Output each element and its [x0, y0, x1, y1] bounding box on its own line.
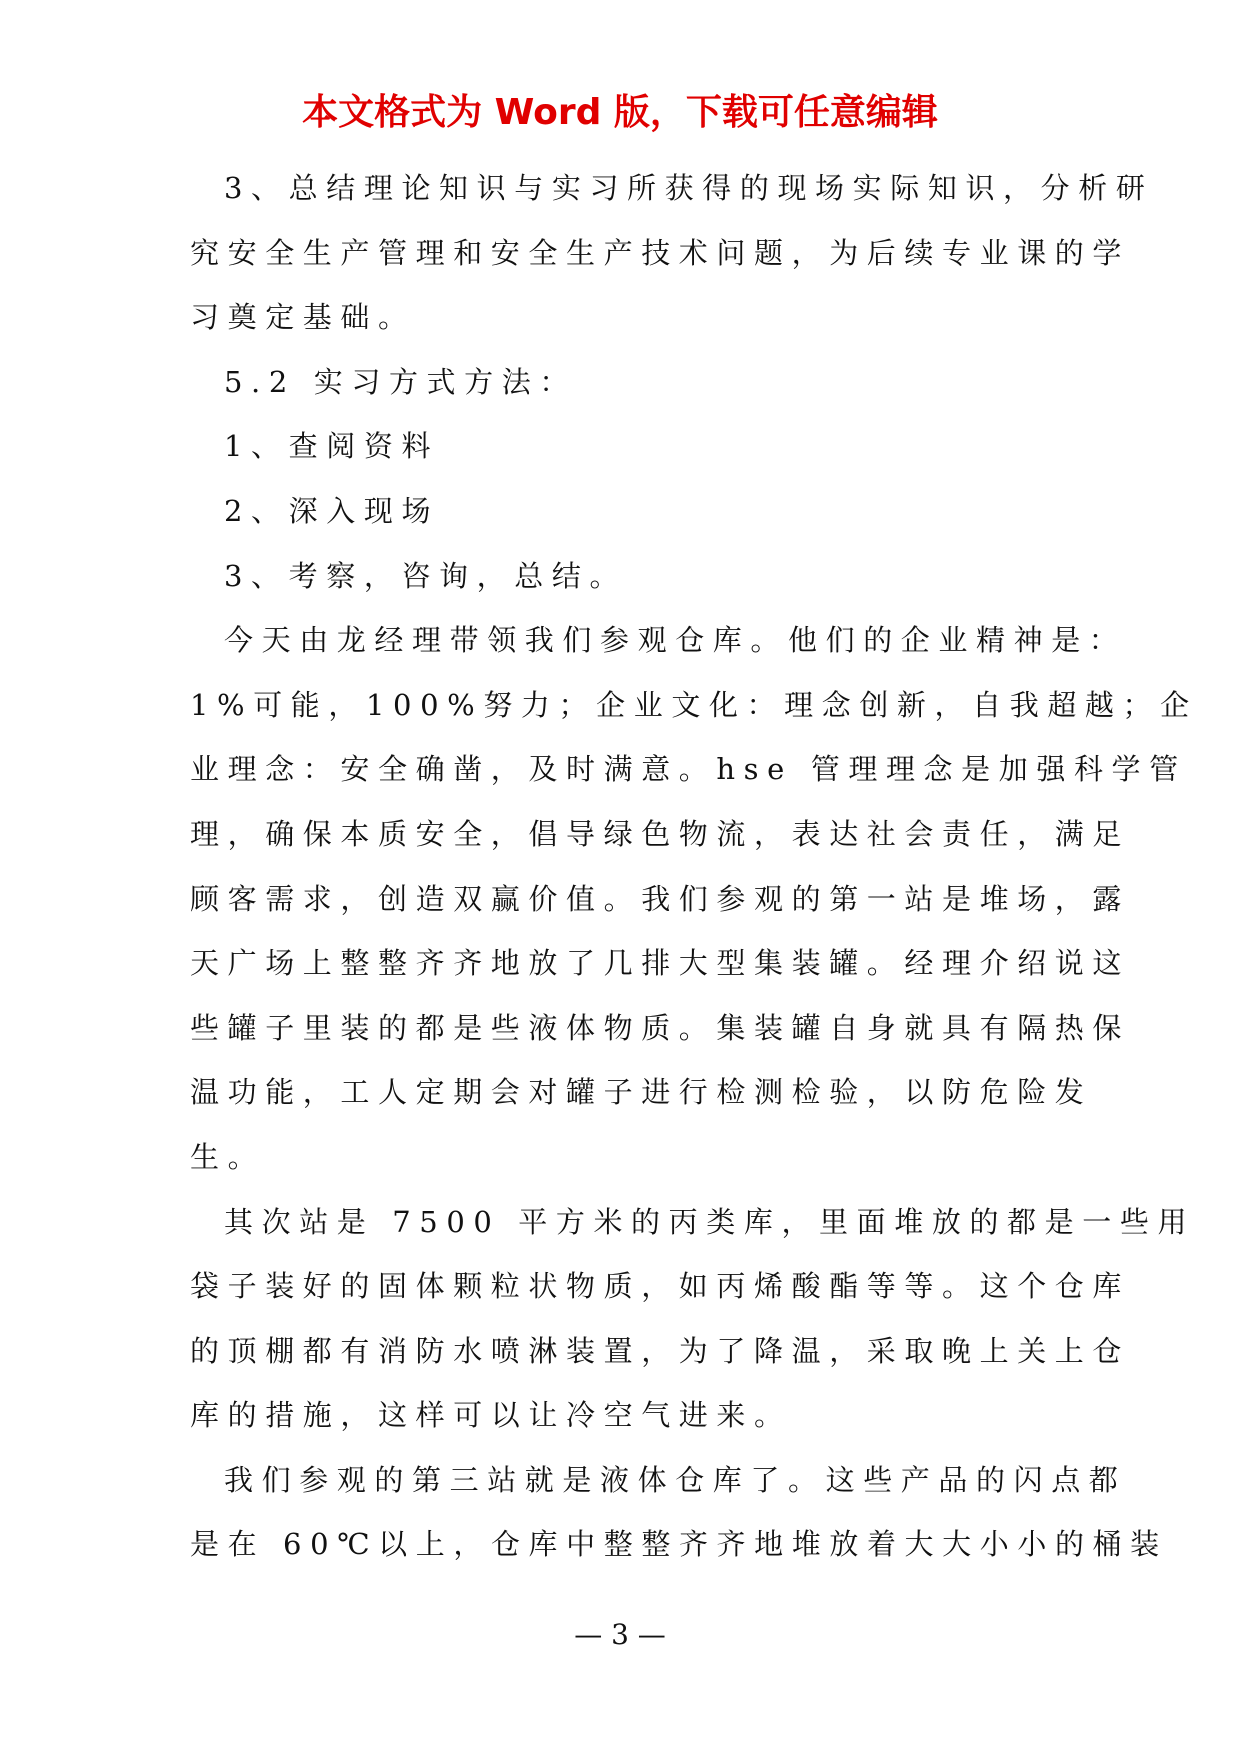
text-line: 今天由龙经理带领我们参观仓库。他们的企业精神是： [224, 623, 1127, 658]
text-line: 库的措施，这样可以让冷空气进来。 [190, 1398, 792, 1433]
list-item: 2、深入现场 [224, 493, 440, 528]
text-line: 温功能，工人定期会对罐子进行检测检验，以防危险发 [190, 1075, 1093, 1110]
text-line: 生。 [190, 1139, 266, 1174]
text-line: 理，确保本质安全，倡导绿色物流，表达社会责任，满足 [190, 816, 1131, 851]
text-line: 习奠定基础。 [190, 300, 416, 335]
word-format-banner: 本文格式为 Word 版，下载可任意编辑 [302, 92, 938, 133]
text-line: 我们参观的第三站就是液体仓库了。这些产品的闪点都 [224, 1462, 1127, 1497]
page-number: — 3 — [574, 1618, 666, 1651]
text-line: 究安全生产管理和安全生产技术问题，为后续专业课的学 [190, 235, 1131, 270]
text-line: 业理念：安全确凿，及时满意。hse 管理理念是加强科学管 [190, 752, 1187, 787]
text-line: 其次站是 7500 平方米的丙类库，里面堆放的都是一些用 [224, 1204, 1196, 1239]
list-item: 3、考察，咨询，总结。 [224, 558, 628, 593]
text-line: 天广场上整整齐齐地放了几排大型集装罐。经理介绍说这 [190, 946, 1131, 981]
text-line: 的顶棚都有消防水喷淋装置，为了降温，采取晚上关上仓 [190, 1333, 1131, 1368]
text-line: 顾客需求，创造双赢价值。我们参观的第一站是堆场，露 [190, 881, 1131, 916]
text-line: 1%可能，100%努力；企业文化：理念创新，自我超越；企 [190, 687, 1198, 722]
document-body [190, 156, 1198, 1577]
list-item: 1、查阅资料 [224, 429, 440, 464]
section-heading: 5.2 实习方式方法： [224, 364, 577, 399]
text-line: 3、总结理论知识与实习所获得的现场实际知识，分析研 [224, 171, 1154, 205]
text-line: 袋子装好的固体颗粒状物质，如丙烯酸酯等等。这个仓库 [190, 1269, 1131, 1304]
text-line: 些罐子里装的都是些液体物质。集装罐自身就具有隔热保 [190, 1010, 1131, 1045]
text-line: 是在 60℃以上，仓库中整整齐齐地堆放着大大小小的桶装 [190, 1527, 1168, 1562]
